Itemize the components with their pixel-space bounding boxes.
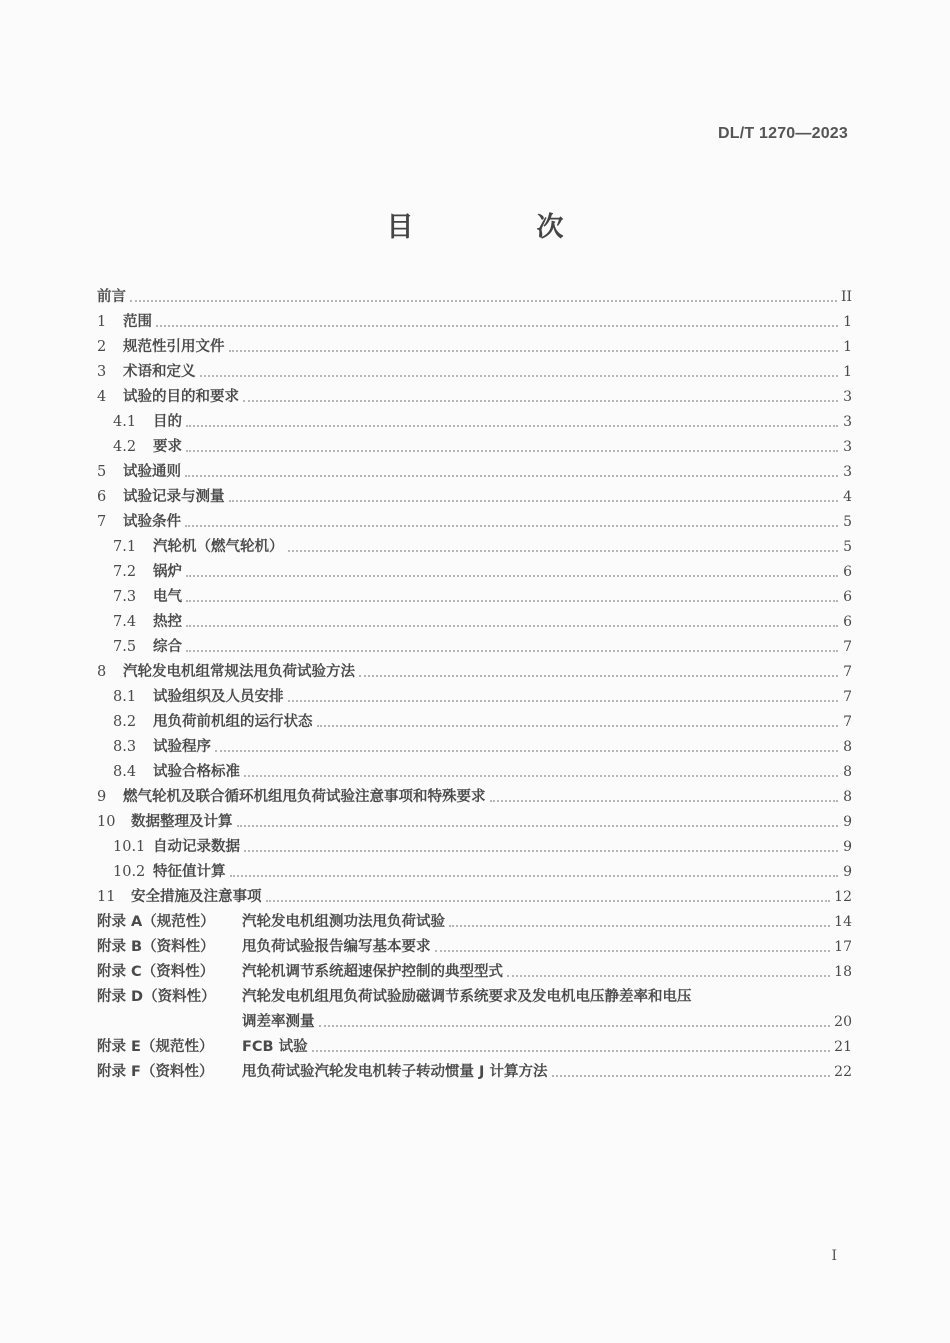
toc-entry-title: 试验合格标准 <box>153 764 240 780</box>
toc-entry-page: 6 <box>843 614 852 630</box>
toc-entry[interactable] <box>97 935 852 960</box>
toc-entry-page: 9 <box>843 839 852 855</box>
toc-entry[interactable] <box>97 460 852 485</box>
toc-entry[interactable] <box>97 885 852 910</box>
toc-entry-title: 燃气轮机及联合循环机组甩负荷试验注意事项和特殊要求 <box>123 789 486 805</box>
toc-entry[interactable] <box>97 310 852 335</box>
toc-entry-number: 8 <box>97 664 107 680</box>
toc-entry-title: 术语和定义 <box>123 364 196 380</box>
toc-entry-number: 7.2 <box>113 564 137 580</box>
toc-entry[interactable] <box>97 810 852 835</box>
toc-entry[interactable] <box>97 410 852 435</box>
toc-leader-dots <box>186 425 838 427</box>
toc-leader-dots <box>156 325 838 327</box>
toc-entry[interactable] <box>97 860 852 885</box>
toc-entry-title: 甩负荷试验汽轮发电机转子转动惯量 J 计算方法 <box>242 1064 548 1080</box>
toc-entry-page: 8 <box>843 789 852 805</box>
toc-entry-number: 4.2 <box>113 439 137 455</box>
toc-entry-page: 8 <box>843 764 852 780</box>
toc-entry-page: 6 <box>843 564 852 580</box>
toc-entry-number: 7.5 <box>113 639 137 655</box>
table-of-contents <box>97 285 852 1085</box>
toc-leader-dots <box>244 850 838 852</box>
toc-entry-number: 8.2 <box>113 714 137 730</box>
toc-entry-number: 8.4 <box>113 764 137 780</box>
document-code: DL/T 1270—2023 <box>718 125 848 142</box>
toc-entry-title: 要求 <box>153 439 182 455</box>
toc-leader-dots <box>186 575 838 577</box>
toc-leader-dots <box>288 550 839 552</box>
toc-leader-dots <box>200 375 839 377</box>
toc-leader-dots <box>319 1025 831 1027</box>
toc-entry-title: 综合 <box>153 639 182 655</box>
toc-entry-title: 汽轮机调节系统超速保护控制的典型型式 <box>242 964 503 980</box>
toc-entry[interactable] <box>97 610 852 635</box>
toc-leader-dots <box>186 650 838 652</box>
toc-entry-number: 10.1 <box>113 839 146 855</box>
page-title: 目 次 <box>386 212 612 243</box>
toc-entry-title: 调差率测量 <box>242 1014 315 1030</box>
toc-entry-page: 1 <box>843 364 852 380</box>
toc-entry-number: 4 <box>97 389 107 405</box>
toc-leader-dots <box>186 625 838 627</box>
toc-entry-title: 特征值计算 <box>153 864 226 880</box>
toc-entry-page: 1 <box>843 339 852 355</box>
toc-entry-page: 18 <box>834 964 852 980</box>
toc-leader-dots <box>244 775 838 777</box>
toc-entry-title: 电气 <box>153 589 182 605</box>
toc-entry[interactable] <box>97 985 852 1010</box>
toc-entry-number: 8.3 <box>113 739 137 755</box>
toc-entry[interactable] <box>97 760 852 785</box>
toc-entry-page: 8 <box>843 739 852 755</box>
toc-entry[interactable] <box>97 785 852 810</box>
toc-entry-title: 自动记录数据 <box>153 839 240 855</box>
toc-entry-title: 试验通则 <box>123 464 181 480</box>
toc-entry[interactable] <box>97 510 852 535</box>
toc-leader-dots <box>185 525 838 527</box>
toc-leader-dots <box>243 400 838 402</box>
toc-entry-title: 甩负荷试验报告编写基本要求 <box>242 939 431 955</box>
toc-entry[interactable] <box>97 635 852 660</box>
toc-entry-page: 3 <box>843 389 852 405</box>
toc-entry-page: 6 <box>843 589 852 605</box>
toc-entry-page: 21 <box>834 1039 852 1055</box>
page-number: I <box>831 1248 837 1264</box>
toc-entry-page: 12 <box>834 889 852 905</box>
toc-entry-title: 热控 <box>153 614 182 630</box>
toc-entry-number: 7.3 <box>113 589 137 605</box>
toc-entry-number: 5 <box>97 464 107 480</box>
toc-leader-dots <box>186 600 838 602</box>
toc-leader-dots <box>130 300 837 302</box>
toc-leader-dots <box>215 750 838 752</box>
toc-entry[interactable] <box>97 1035 852 1060</box>
toc-entry[interactable] <box>97 335 852 360</box>
toc-entry-number: 1 <box>97 314 107 330</box>
toc-entry-number: 2 <box>97 339 107 355</box>
toc-entry[interactable] <box>97 735 852 760</box>
toc-entry-number: 6 <box>97 489 107 505</box>
toc-leader-dots <box>230 875 839 877</box>
toc-entry-page: 20 <box>834 1014 852 1030</box>
toc-appendix-label: 附录 E（规范性） <box>97 1039 214 1055</box>
toc-leader-dots <box>552 1075 831 1077</box>
toc-entry-title: 试验记录与测量 <box>123 489 225 505</box>
toc-entry-title: 汽轮发电机组常规法甩负荷试验方法 <box>123 664 355 680</box>
toc-entry-page: 3 <box>843 439 852 455</box>
toc-entry-title: 规范性引用文件 <box>123 339 225 355</box>
toc-appendix-label: 附录 B（资料性） <box>97 939 215 955</box>
toc-entry-title: 数据整理及计算 <box>131 814 233 830</box>
toc-entry-page: 7 <box>843 639 852 655</box>
toc-entry[interactable] <box>97 585 852 610</box>
toc-appendix-label: 附录 A（规范性） <box>97 914 215 930</box>
toc-entry[interactable] <box>97 560 852 585</box>
toc-entry[interactable] <box>97 360 852 385</box>
toc-entry-number: 7.4 <box>113 614 137 630</box>
toc-entry-title: 锅炉 <box>153 564 182 580</box>
toc-entry-page: 7 <box>843 714 852 730</box>
toc-entry-page: 3 <box>843 414 852 430</box>
toc-entry[interactable] <box>97 435 852 460</box>
toc-leader-dots <box>507 975 830 977</box>
toc-entry-title: 范围 <box>123 314 152 330</box>
toc-entry-page: 7 <box>843 664 852 680</box>
toc-entry[interactable] <box>97 1010 852 1035</box>
toc-entry-title: FCB 试验 <box>242 1039 308 1055</box>
toc-entry-page: 7 <box>843 689 852 705</box>
toc-entry-page: 9 <box>843 814 852 830</box>
toc-entry[interactable] <box>97 910 852 935</box>
toc-leader-dots <box>449 925 830 927</box>
toc-entry-number: 11 <box>97 889 116 905</box>
toc-entry-title: 甩负荷前机组的运行状态 <box>153 714 313 730</box>
toc-entry-title: 汽轮发电机组甩负荷试验励磁调节系统要求及发电机电压静差率和电压 <box>242 989 692 1005</box>
toc-entry-page: 9 <box>843 864 852 880</box>
toc-leader-dots <box>186 450 838 452</box>
toc-entry-number: 9 <box>97 789 107 805</box>
toc-entry[interactable] <box>97 710 852 735</box>
toc-entry-number: 10.2 <box>113 864 146 880</box>
toc-entry-title: 目的 <box>153 414 182 430</box>
toc-entry-title: 汽轮发电机组测功法甩负荷试验 <box>242 914 445 930</box>
toc-leader-dots <box>359 675 838 677</box>
toc-entry-title: 安全措施及注意事项 <box>131 889 262 905</box>
toc-entry[interactable] <box>97 285 852 310</box>
toc-entry[interactable] <box>97 1060 852 1085</box>
toc-leader-dots <box>237 825 839 827</box>
toc-entry-number: 7 <box>97 514 107 530</box>
toc-leader-dots <box>490 800 839 802</box>
toc-entry[interactable] <box>97 485 852 510</box>
toc-leader-dots <box>229 350 839 352</box>
toc-entry[interactable] <box>97 835 852 860</box>
toc-appendix-label: 附录 F（资料性） <box>97 1064 214 1080</box>
toc-appendix-label: 附录 C（资料性） <box>97 964 215 980</box>
toc-appendix-label: 附录 D（资料性） <box>97 989 216 1005</box>
toc-leader-dots <box>435 950 831 952</box>
toc-entry-number: 3 <box>97 364 107 380</box>
toc-entry-title: 前言 <box>97 289 126 305</box>
toc-entry-page: 3 <box>843 464 852 480</box>
toc-entry-title: 试验组织及人员安排 <box>153 689 284 705</box>
toc-entry-page: 22 <box>834 1064 852 1080</box>
toc-entry-page: 1 <box>843 314 852 330</box>
toc-entry-page: 4 <box>843 489 852 505</box>
toc-entry-page: 14 <box>834 914 852 930</box>
toc-entry-number: 10 <box>97 814 116 830</box>
toc-entry-title: 试验的目的和要求 <box>123 389 239 405</box>
toc-leader-dots <box>288 700 839 702</box>
toc-leader-dots <box>185 475 838 477</box>
toc-leader-dots <box>266 900 831 902</box>
toc-entry-page: II <box>840 289 852 305</box>
toc-entry-page: 5 <box>843 539 852 555</box>
toc-entry[interactable] <box>97 685 852 710</box>
toc-leader-dots <box>317 725 839 727</box>
toc-entry[interactable] <box>97 960 852 985</box>
toc-entry-number: 8.1 <box>113 689 137 705</box>
toc-entry-title: 试验条件 <box>123 514 181 530</box>
toc-entry-number: 4.1 <box>113 414 137 430</box>
toc-entry-title: 汽轮机（燃气轮机） <box>153 539 284 555</box>
toc-entry-number: 7.1 <box>113 539 137 555</box>
toc-entry[interactable] <box>97 660 852 685</box>
toc-entry-title: 试验程序 <box>153 739 211 755</box>
toc-entry-page: 17 <box>834 939 852 955</box>
toc-leader-dots <box>229 500 839 502</box>
toc-leader-dots <box>312 1050 831 1052</box>
toc-entry-page: 5 <box>843 514 852 530</box>
toc-entry[interactable] <box>97 385 852 410</box>
toc-entry[interactable] <box>97 535 852 560</box>
